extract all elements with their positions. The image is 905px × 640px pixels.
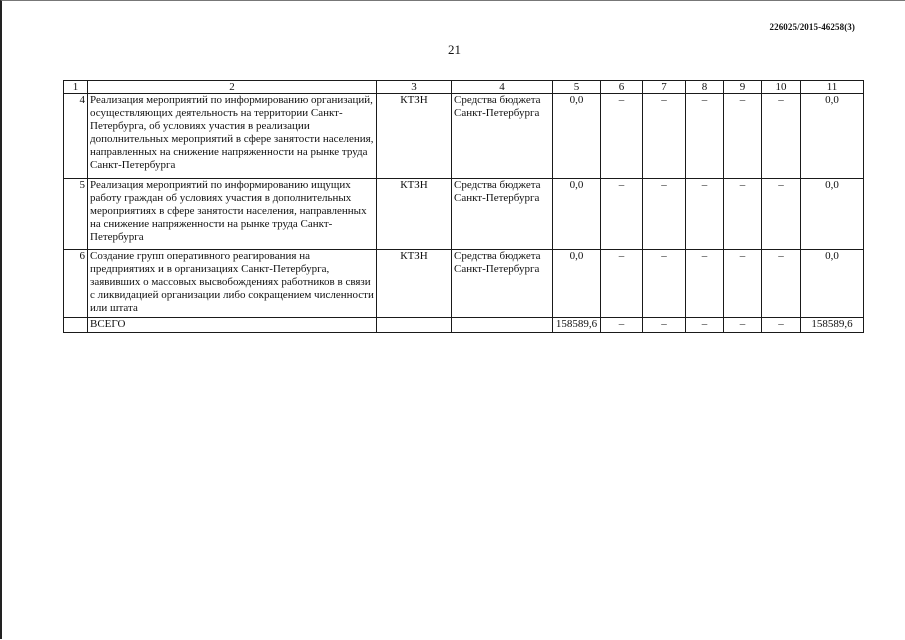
column-header: 6	[601, 81, 643, 94]
table-row	[64, 250, 864, 318]
value-col9: –	[724, 179, 762, 250]
total-col11: 158589,6	[801, 318, 864, 333]
executor: КТЗН	[377, 94, 452, 179]
row-number: 5	[64, 179, 88, 250]
column-header: 9	[724, 81, 762, 94]
table-row	[64, 94, 864, 179]
value-col11: 0,0	[801, 250, 864, 318]
value-col8: –	[686, 179, 724, 250]
executor: КТЗН	[377, 250, 452, 318]
activity-name: Реализация мероприятий по информированию ищущих работу граждан об условиях участия в дополнительных мероприятиях в сфере занятости населения, направленных на снижение напряженности на рынке труда Санкт-Петербурга	[88, 179, 377, 250]
row-number: 6	[64, 250, 88, 318]
column-header: 3	[377, 81, 452, 94]
total-row	[64, 318, 864, 333]
column-header: 7	[643, 81, 686, 94]
total-empty-cell	[452, 318, 553, 333]
value-col8: –	[686, 250, 724, 318]
funding-source: Средства бюджета Санкт-Петербурга	[452, 250, 553, 318]
value-col10: –	[762, 250, 801, 318]
value-col6: –	[601, 94, 643, 179]
value-col9: –	[724, 250, 762, 318]
activity-name: Создание групп оперативного реагирования на предприятиях и в организациях Санкт-Петербурга, заявивших о массовых высвобождениях работников в связи с ликвидацией организации либо сокращением численности или штата	[88, 250, 377, 318]
column-header: 8	[686, 81, 724, 94]
value-col6: –	[601, 179, 643, 250]
activity-name: Реализация мероприятий по информированию организаций, осуществляющих деятельность на территории Санкт-Петербурга, об условиях участия в реализации дополнительных мероприятий в сфере занятости населения, направленных на снижение напряженности на рынке труда Санкт-Петербурга	[88, 94, 377, 179]
page-number: 21	[448, 42, 461, 57]
column-header: 10	[762, 81, 801, 94]
funding-source: Средства бюджета Санкт-Петербурга	[452, 179, 553, 250]
value-col7: –	[643, 94, 686, 179]
value-col7: –	[643, 250, 686, 318]
value-col11: 0,0	[801, 94, 864, 179]
total-col9: –	[724, 318, 762, 333]
value-col8: –	[686, 94, 724, 179]
value-col5: 0,0	[553, 94, 601, 179]
value-col10: –	[762, 94, 801, 179]
executor: КТЗН	[377, 179, 452, 250]
total-col10: –	[762, 318, 801, 333]
column-header: 4	[452, 81, 553, 94]
value-col5: 0,0	[553, 179, 601, 250]
total-empty-cell	[64, 318, 88, 333]
total-col8: –	[686, 318, 724, 333]
value-col7: –	[643, 179, 686, 250]
funding-source: Средства бюджета Санкт-Петербурга	[452, 94, 553, 179]
document-code: 226025/2015-46258(3)	[769, 22, 855, 32]
total-col6: –	[601, 318, 643, 333]
total-label: ВСЕГО	[88, 318, 377, 333]
total-col7: –	[643, 318, 686, 333]
table-row	[64, 179, 864, 250]
column-header: 11	[801, 81, 864, 94]
column-header: 2	[88, 81, 377, 94]
value-col9: –	[724, 94, 762, 179]
value-col10: –	[762, 179, 801, 250]
total-empty-cell	[377, 318, 452, 333]
column-header: 5	[553, 81, 601, 94]
budget-table	[63, 80, 864, 333]
value-col6: –	[601, 250, 643, 318]
column-header: 1	[64, 81, 88, 94]
row-number: 4	[64, 94, 88, 179]
value-col5: 0,0	[553, 250, 601, 318]
total-col5: 158589,6	[553, 318, 601, 333]
value-col11: 0,0	[801, 179, 864, 250]
table-header-row	[64, 81, 864, 94]
